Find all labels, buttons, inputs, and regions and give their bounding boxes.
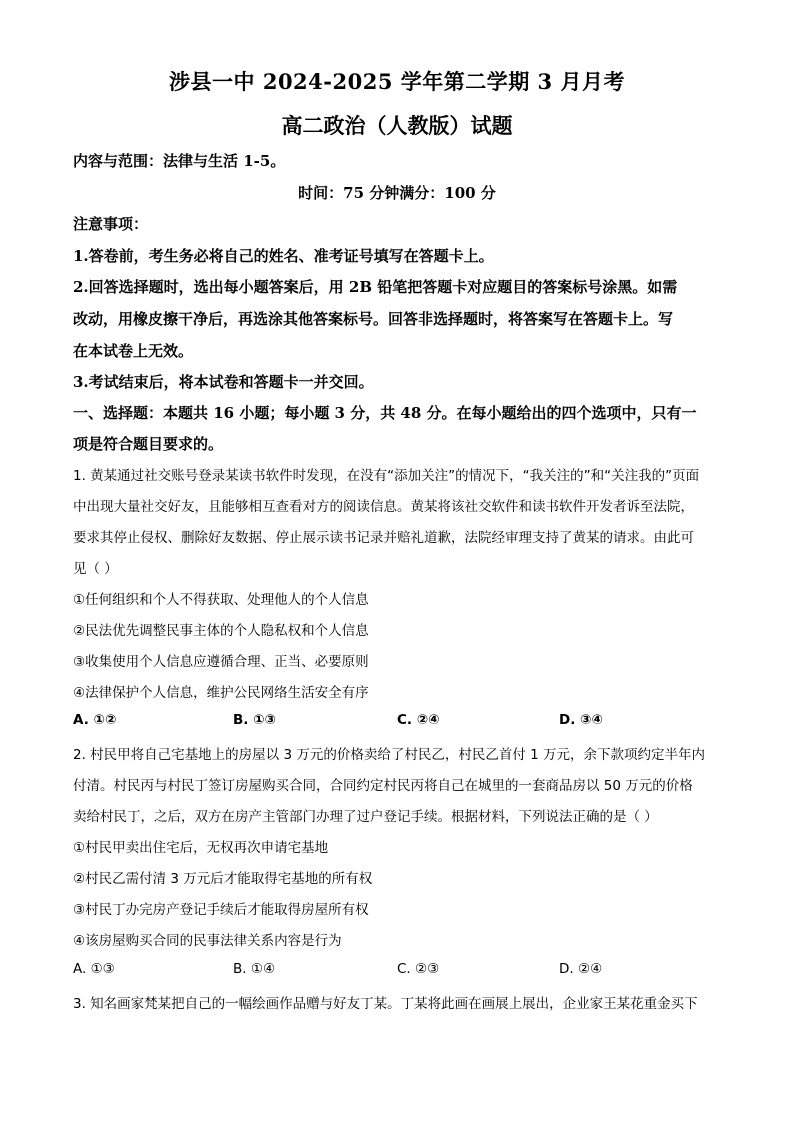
q2-stem-line-3: 卖给村民丁，之后，双方在房产主管部门办理了过户登记手续。根据材料，下列说法正确的是（ ） <box>73 809 658 825</box>
q2-option-c[interactable]: C. ②③ <box>397 961 440 977</box>
q1-stem-line-2: 中出现大量社交好友，且能够相互查看对方的阅读信息。黄某将该社交软件和读书软件开发者诉至法院， <box>73 499 694 515</box>
q1-statement-3: ③收集使用个人信息应遵循合理、正当、必要原则 <box>73 654 369 670</box>
section-1-line-1: 一、选择题：本题共 16 小题；每小题 3 分，共 48 分。在每小题给出的四个选项中，只有一 <box>73 404 697 422</box>
note-1: 1.答卷前，考生务必将自己的姓名、准考证号填写在答题卡上。 <box>73 247 494 265</box>
q2-option-a[interactable]: A. ①③ <box>73 961 115 977</box>
q1-option-d[interactable]: D. ③④ <box>559 712 603 728</box>
note-2-line-3: 在本试卷上无效。 <box>73 342 194 360</box>
q2-options <box>73 961 733 981</box>
q3-stem-line-1: 3. 知名画家梵某把自己的一幅绘画作品赠与好友丁某。丁某将此画在画展上展出，企业家王某花重金买下 <box>73 996 698 1012</box>
exam-scope: 内容与范围：法律与生活 1-5。 <box>73 152 286 170</box>
q2-stem-line-2: 付清。村民丙与村民丁签订房屋购买合同，合同约定村民丙将自己在城里的一套商品房以 50 万元的价格 <box>73 778 693 794</box>
q1-option-c[interactable]: C. ②④ <box>397 712 440 728</box>
q1-stem-line-3: 要求其停止侵权、删除好友数据、停止展示读书记录并赔礼道歉，法院经审理支持了黄某的请求。由此可 <box>73 530 694 546</box>
q2-statement-4: ④该房屋购买合同的民事法律关系内容是行为 <box>73 933 342 949</box>
q1-statement-1: ①任何组织和个人不得获取、处理他人的个人信息 <box>73 592 369 608</box>
q1-option-a[interactable]: A. ①② <box>73 712 117 728</box>
section-1-line-2: 项是符合题目要求的。 <box>73 435 224 453</box>
note-2-line-2: 改动，用橡皮擦干净后，再选涂其他答案标号。回答非选择题时，将答案写在答题卡上。写 <box>73 310 674 328</box>
q1-stem-line-4: 见（ ） <box>73 561 118 577</box>
q2-stem-line-1: 2. 村民甲将自己宅基地上的房屋以 3 万元的价格卖给了村民乙，村民乙首付 1 万元，余下款项约定半年内 <box>73 747 706 763</box>
q1-options <box>73 712 733 732</box>
q2-option-b[interactable]: B. ①④ <box>233 961 276 977</box>
notes-heading: 注意事项： <box>73 215 149 233</box>
q1-option-b[interactable]: B. ①③ <box>233 712 276 728</box>
q2-option-d[interactable]: D. ②④ <box>559 961 603 977</box>
q1-stem-line-1: 1. 黄某通过社交账号登录某读书软件时发现，在没有“添加关注”的情况下，“我关注的”和“关注我的”页面 <box>73 468 700 484</box>
exam-time: 时间：75 分钟满分：100 分 <box>298 184 496 202</box>
q2-statement-2: ②村民乙需付清 3 万元后才能取得宅基地的所有权 <box>73 871 373 887</box>
exam-title: 涉县一中 2024-2025 学年第二学期 3 月月考 <box>169 69 625 94</box>
note-3: 3.考试结束后，将本试卷和答题卡一并交回。 <box>73 373 374 391</box>
exam-subtitle: 高二政治（人教版）试题 <box>281 113 513 138</box>
q1-statement-2: ②民法优先调整民事主体的个人隐私权和个人信息 <box>73 623 369 639</box>
q1-statement-4: ④法律保护个人信息，维护公民网络生活安全有序 <box>73 685 369 701</box>
note-2-line-1: 2.回答选择题时，选出每小题答案后，用 2B 铅笔把答题卡对应题目的答案标号涂黑。如需 <box>73 278 678 296</box>
q2-statement-3: ③村民丁办完房产登记手续后才能取得房屋所有权 <box>73 902 369 918</box>
q2-statement-1: ①村民甲卖出住宅后，无权再次申请宅基地 <box>73 840 329 856</box>
